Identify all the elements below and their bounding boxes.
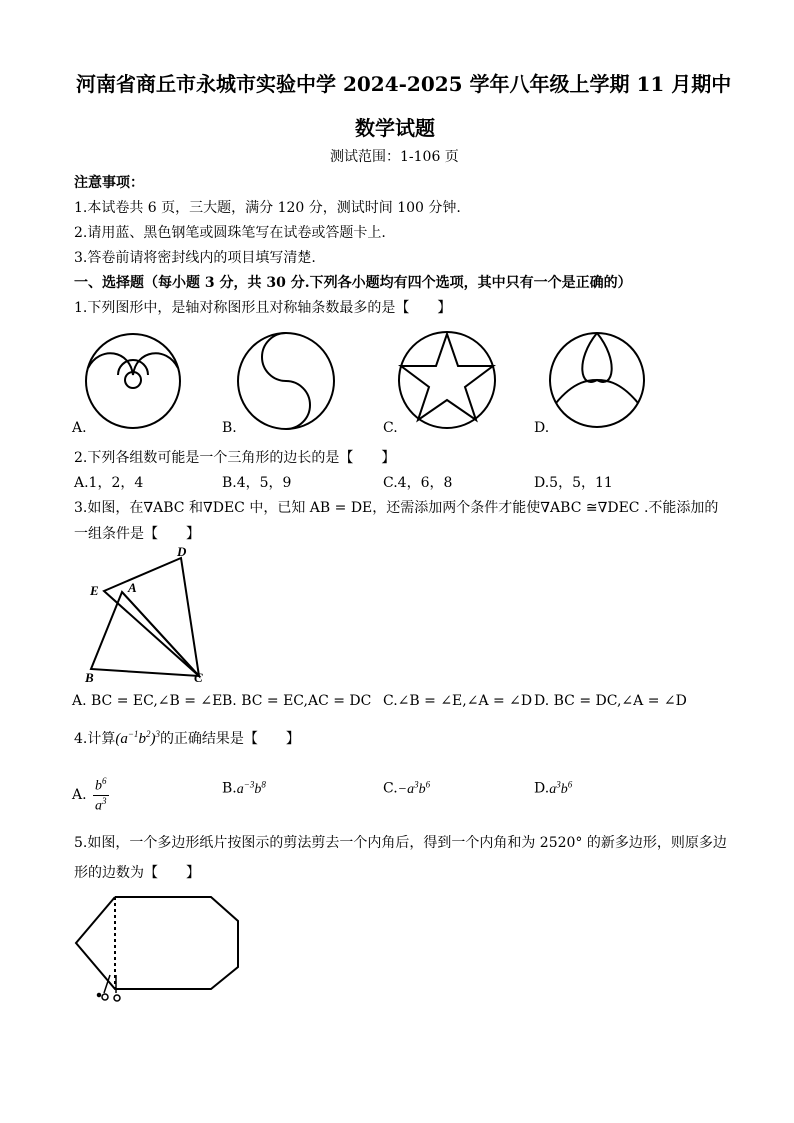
label-e: E	[90, 583, 99, 598]
q2-option-d: D.5，5，11	[534, 475, 613, 491]
note-item: 2.请用蓝、黑色钢笔或圆珠笔写在试卷或答题卡上.	[74, 225, 386, 241]
section-heading: 一、选择题（每小题 3 分，共 30 分.下列各小题均有四个选项，其中只有一个是正确的）	[74, 275, 632, 291]
q4-option-b: $B.a^{-3}b^8$	[222, 779, 266, 797]
q1-label-b: B.	[222, 420, 237, 436]
question-5-stem-cont: 形的边数为【 】	[74, 865, 200, 881]
q2-option-c: C.4，6，8	[383, 475, 453, 491]
label-d: D	[177, 544, 187, 559]
note-item: 1.本试卷共 6 页，三大题，满分 120 分，测试时间 100 分钟.	[74, 200, 461, 216]
q1-label-c: C.	[383, 420, 398, 436]
label-b: B	[85, 670, 94, 685]
q3-option-b: B. BC = EC,AC = DC	[222, 693, 372, 709]
q3-option-d: D. BC = DC,∠A = ∠D	[534, 693, 687, 709]
q1-label-d: D.	[534, 420, 550, 436]
question-3-stem: 3.如图，在∇ABC 和∇DEC 中，已知 AB = DE，还需添加两个条件才能使∇ABC ≅∇DEC .不能添加的	[74, 500, 719, 516]
q4-stem-prefix: 4.计算	[74, 731, 116, 747]
q4-option-a-fraction: $\frac{b^6}{a^3}$	[95, 776, 107, 814]
q2-option-b: B.4，5，9	[222, 475, 292, 491]
question-5-stem: 5.如图，一个多边形纸片按图示的剪法剪去一个内角后，得到一个内角和为 2520° 的新多边形，则原多边	[74, 835, 727, 851]
question-1-stem: 1.下列图形中，是轴对称图形且对称轴条数最多的是【 】	[74, 300, 452, 316]
q4-option-a-label: A.	[72, 787, 87, 804]
q1-label-a: A.	[72, 420, 87, 436]
scissors-icon	[98, 975, 121, 1001]
q4-option-d: $D.a^3b^6$	[534, 779, 573, 797]
question-3-stem-cont: 一组条件是【 】	[74, 526, 200, 542]
q4-expression: $(a^{-1}b^2)^3$	[115, 729, 160, 747]
notes-heading: 注意事项：	[74, 175, 144, 191]
question-2-stem: 2.下列各组数可能是一个三角形的边长的是【 】	[74, 450, 396, 466]
label-c: C	[194, 670, 203, 685]
page-title: 河南省商丘市永城市实验中学 2024-2025 学年八年级上学期 11 月期中	[76, 72, 732, 96]
note-item: 3.答卷前请将密封线内的项目填写清楚.	[74, 250, 316, 266]
q2-option-a: A.1，2，4	[74, 475, 144, 491]
q3-option-c: C.∠B = ∠E,∠A = ∠D	[383, 693, 533, 709]
q3-option-a: A. BC = EC,∠B = ∠E	[72, 693, 223, 709]
page-subtitle: 数学试题	[355, 116, 435, 140]
q4-option-c: $C.-a^3b^6$	[383, 779, 431, 797]
q4-stem-suffix: 的正确结果是【 】	[159, 731, 300, 747]
label-a: A	[128, 580, 137, 595]
test-scope: 测试范围：1-106 页	[330, 149, 459, 165]
